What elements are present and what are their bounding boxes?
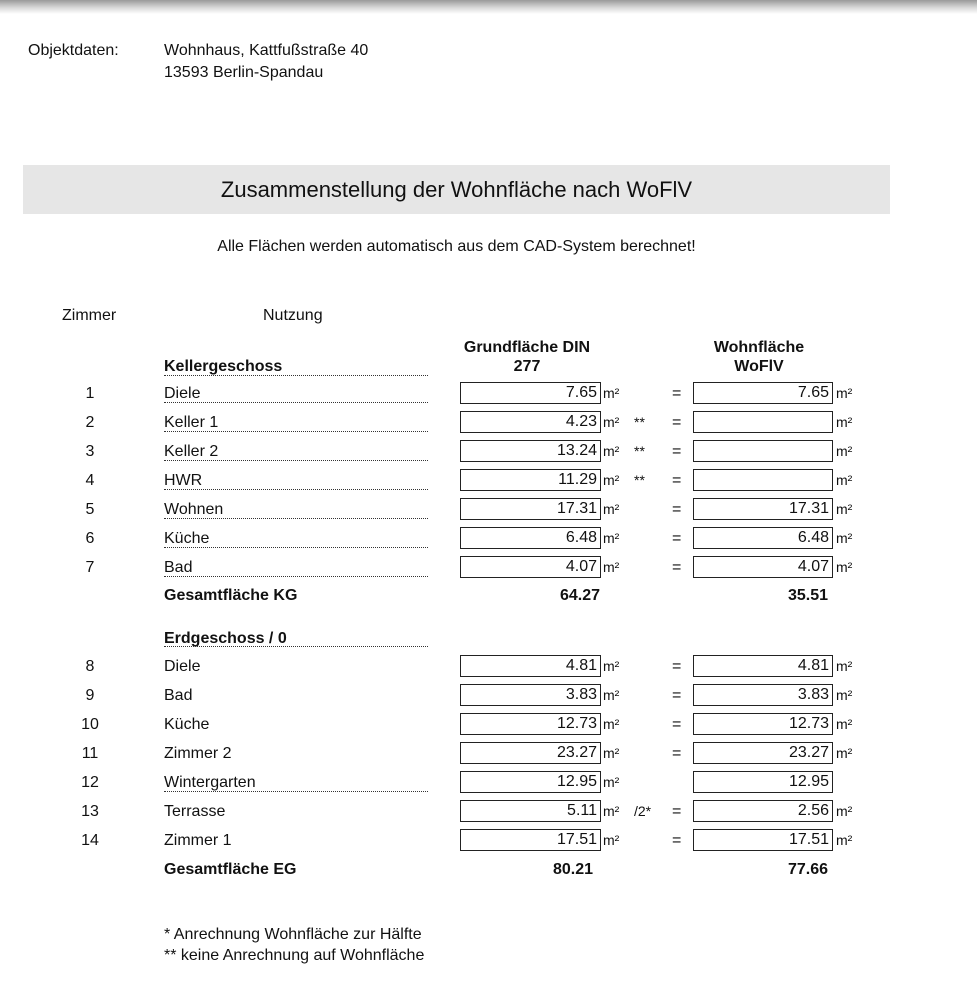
wohnflaeche-unit: m² bbox=[836, 803, 853, 819]
header-grundflaeche-line2: 277 bbox=[513, 358, 541, 375]
room-number: 7 bbox=[85, 559, 95, 576]
equals-sign: = bbox=[672, 832, 682, 849]
grundflaeche-field: 4.81 bbox=[460, 655, 601, 677]
equals-sign: = bbox=[672, 745, 682, 762]
room-name-underline bbox=[164, 402, 428, 403]
wohnflaeche-field: 2.56 bbox=[693, 800, 833, 822]
room-name-underline bbox=[164, 431, 428, 432]
grundflaeche-unit: m² bbox=[603, 472, 620, 488]
room-number: 12 bbox=[81, 774, 99, 791]
wohnflaeche-field: 3.83 bbox=[693, 684, 833, 706]
grundflaeche-unit: m² bbox=[603, 559, 620, 575]
grundflaeche-unit: m² bbox=[603, 385, 620, 401]
room-number: 8 bbox=[85, 658, 95, 675]
header-wohnflaeche-line2: WoFlV bbox=[734, 358, 784, 375]
table-row bbox=[0, 684, 977, 708]
grundflaeche-unit: m² bbox=[603, 716, 620, 732]
room-name: HWR bbox=[164, 472, 203, 489]
equals-sign: = bbox=[672, 658, 682, 675]
room-number: 2 bbox=[85, 414, 95, 431]
equals-sign: = bbox=[672, 803, 682, 820]
title-banner bbox=[23, 165, 890, 214]
room-name: Keller 2 bbox=[164, 443, 219, 460]
grundflaeche-unit: m² bbox=[603, 443, 620, 459]
subtitle: Alle Flächen werden automatisch aus dem CAD-System berechnet! bbox=[217, 238, 696, 255]
table-row bbox=[0, 498, 977, 522]
wohnflaeche-field: 17.31 bbox=[693, 498, 833, 520]
grundflaeche-unit: m² bbox=[603, 501, 620, 517]
grundflaeche-field: 17.31 bbox=[460, 498, 601, 520]
room-name-underline bbox=[164, 489, 428, 490]
object-address-line1: Wohnhaus, Kattfußstraße 40 bbox=[164, 42, 369, 59]
grundflaeche-field: 4.23 bbox=[460, 411, 601, 433]
wohnflaeche-unit: m² bbox=[836, 658, 853, 674]
grundflaeche-unit: m² bbox=[603, 832, 620, 848]
room-name: Wintergarten bbox=[164, 774, 256, 791]
grundflaeche-field: 23.27 bbox=[460, 742, 601, 764]
wohnflaeche-unit: m² bbox=[836, 832, 853, 848]
table-row bbox=[0, 829, 977, 853]
header-wohnflaeche bbox=[680, 338, 838, 376]
equals-sign: = bbox=[672, 687, 682, 704]
grundflaeche-unit: m² bbox=[603, 745, 620, 761]
room-number: 11 bbox=[81, 745, 99, 762]
grundflaeche-field: 12.95 bbox=[460, 771, 601, 793]
wohnflaeche-unit: m² bbox=[836, 687, 853, 703]
object-address-line2: 13593 Berlin-Spandau bbox=[164, 64, 324, 81]
wohnflaeche-unit: m² bbox=[836, 501, 853, 517]
room-name-underline bbox=[164, 518, 428, 519]
room-name: Diele bbox=[164, 385, 201, 402]
room-number: 3 bbox=[85, 443, 95, 460]
room-number: 6 bbox=[85, 530, 95, 547]
room-name: Wohnen bbox=[164, 501, 224, 518]
equals-sign: = bbox=[672, 385, 682, 402]
grundflaeche-unit: m² bbox=[603, 530, 620, 546]
wohnflaeche-field bbox=[693, 440, 833, 462]
wohnflaeche-field: 4.81 bbox=[693, 655, 833, 677]
room-name: Küche bbox=[164, 716, 210, 733]
total-wohn-kg: 35.51 bbox=[787, 587, 828, 604]
header-grundflaeche bbox=[446, 338, 608, 376]
grundflaeche-unit: m² bbox=[603, 803, 620, 819]
room-number: 5 bbox=[85, 501, 95, 518]
wohnflaeche-field: 23.27 bbox=[693, 742, 833, 764]
room-name: Zimmer 2 bbox=[164, 745, 232, 762]
wohnflaeche-unit: m² bbox=[836, 414, 853, 430]
room-name: Keller 1 bbox=[164, 414, 219, 431]
room-name-underline bbox=[164, 547, 428, 548]
wohnflaeche-field bbox=[693, 469, 833, 491]
section-underline-kg bbox=[164, 375, 428, 376]
room-name: Zimmer 1 bbox=[164, 832, 232, 849]
footnote-mark: ** bbox=[634, 472, 645, 488]
room-name-underline bbox=[164, 576, 428, 577]
wohnflaeche-unit: m² bbox=[836, 443, 853, 459]
equals-sign: = bbox=[672, 501, 682, 518]
header-wohnflaeche-line1: Wohnfläche bbox=[713, 339, 805, 356]
table-row bbox=[0, 771, 977, 795]
equals-sign: = bbox=[672, 530, 682, 547]
page-title: Zusammenstellung der Wohnfläche nach WoFlV bbox=[220, 177, 693, 202]
equals-sign: = bbox=[672, 472, 682, 489]
room-name: Bad bbox=[164, 559, 193, 576]
object-label: Objektdaten: bbox=[28, 42, 119, 59]
total-grund-eg: 80.21 bbox=[552, 861, 593, 878]
room-number: 9 bbox=[85, 687, 95, 704]
wohnflaeche-field: 7.65 bbox=[693, 382, 833, 404]
room-number: 14 bbox=[81, 832, 99, 849]
table-row bbox=[0, 411, 977, 435]
total-label-kg: Gesamtfläche KG bbox=[164, 587, 298, 604]
footnote-mark: ** bbox=[634, 443, 645, 459]
room-name: Bad bbox=[164, 687, 193, 704]
table-row bbox=[0, 556, 977, 580]
header-zimmer: Zimmer bbox=[62, 307, 117, 324]
wohnflaeche-unit: m² bbox=[836, 385, 853, 401]
equals-sign: = bbox=[672, 414, 682, 431]
section-underline-eg bbox=[164, 646, 428, 647]
grundflaeche-field: 13.24 bbox=[460, 440, 601, 462]
wohnflaeche-unit: m² bbox=[836, 745, 853, 761]
total-wohn-eg: 77.66 bbox=[787, 861, 828, 878]
total-label-eg: Gesamtfläche EG bbox=[164, 861, 297, 878]
grundflaeche-field: 11.29 bbox=[460, 469, 601, 491]
room-number: 13 bbox=[81, 803, 99, 820]
room-number: 1 bbox=[85, 385, 95, 402]
grundflaeche-field: 7.65 bbox=[460, 382, 601, 404]
equals-sign: = bbox=[672, 716, 682, 733]
wohnflaeche-field: 12.95 bbox=[693, 771, 833, 793]
wohnflaeche-unit: m² bbox=[836, 530, 853, 546]
wohnflaeche-unit: m² bbox=[836, 559, 853, 575]
grundflaeche-unit: m² bbox=[603, 658, 620, 674]
table-row bbox=[0, 713, 977, 737]
grundflaeche-field: 12.73 bbox=[460, 713, 601, 735]
footnote-mark: /2* bbox=[634, 803, 652, 819]
table-row bbox=[0, 655, 977, 679]
table-row bbox=[0, 440, 977, 464]
grundflaeche-field: 5.11 bbox=[460, 800, 601, 822]
section-heading-eg: Erdgeschoss / 0 bbox=[164, 630, 287, 647]
room-number: 10 bbox=[81, 716, 99, 733]
wohnflaeche-field: 17.51 bbox=[693, 829, 833, 851]
grundflaeche-field: 3.83 bbox=[460, 684, 601, 706]
room-name-underline bbox=[164, 460, 428, 461]
footnote-mark: ** bbox=[634, 414, 645, 430]
wohnflaeche-field bbox=[693, 411, 833, 433]
wohnflaeche-unit: m² bbox=[836, 716, 853, 732]
room-name: Diele bbox=[164, 658, 201, 675]
wohnflaeche-field: 12.73 bbox=[693, 713, 833, 735]
table-row bbox=[0, 469, 977, 493]
room-number: 4 bbox=[85, 472, 95, 489]
room-name: Küche bbox=[164, 530, 210, 547]
table-row bbox=[0, 527, 977, 551]
header-nutzung: Nutzung bbox=[263, 307, 323, 324]
grundflaeche-field: 4.07 bbox=[460, 556, 601, 578]
top-shadow bbox=[0, 0, 977, 14]
footnote-half: * Anrechnung Wohnfläche zur Hälfte bbox=[164, 926, 422, 943]
equals-sign: = bbox=[672, 443, 682, 460]
total-grund-kg: 64.27 bbox=[559, 587, 600, 604]
table-row bbox=[0, 742, 977, 766]
table-row bbox=[0, 382, 977, 406]
section-heading-kg: Kellergeschoss bbox=[164, 358, 283, 375]
grundflaeche-field: 6.48 bbox=[460, 527, 601, 549]
grundflaeche-unit: m² bbox=[603, 687, 620, 703]
wohnflaeche-field: 6.48 bbox=[693, 527, 833, 549]
equals-sign: = bbox=[672, 559, 682, 576]
wohnflaeche-unit: m² bbox=[836, 472, 853, 488]
grundflaeche-field: 17.51 bbox=[460, 829, 601, 851]
grundflaeche-unit: m² bbox=[603, 414, 620, 430]
room-name: Terrasse bbox=[164, 803, 226, 820]
grundflaeche-unit: m² bbox=[603, 774, 620, 790]
wohnflaeche-field: 4.07 bbox=[693, 556, 833, 578]
header-grundflaeche-line1: Grundfläche DIN bbox=[463, 339, 591, 356]
table-row bbox=[0, 800, 977, 824]
room-name-underline bbox=[164, 791, 428, 792]
footnote-none: ** keine Anrechnung auf Wohnfläche bbox=[164, 947, 425, 964]
